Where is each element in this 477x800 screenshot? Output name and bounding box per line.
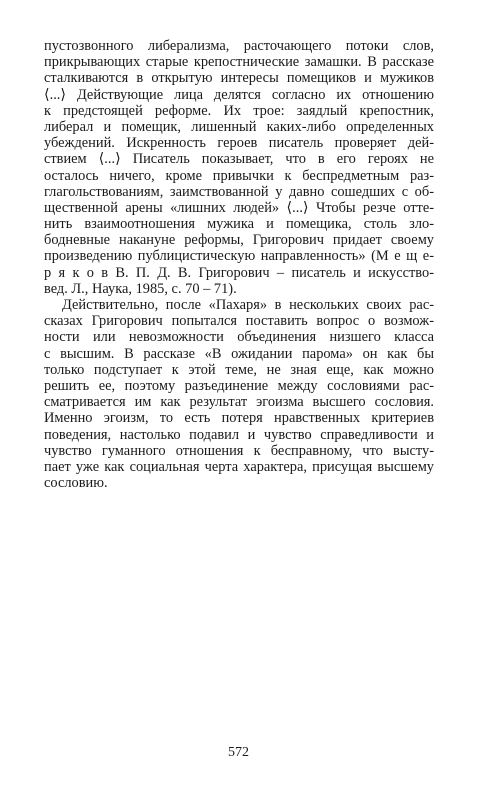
text-line: сословию.	[44, 475, 108, 492]
text-line-indented: Действительно, после «Пахаря» в нескольких своих рас-	[62, 297, 434, 313]
paragraph-main	[44, 297, 434, 491]
text-line: пает уже как социальная черта характера, присущая высшему	[44, 458, 434, 475]
text-line: чувство гуманного отношения к бесправному, что высту-	[44, 442, 434, 459]
text-line: с высшим. В рассказе «В ожидании парома» он как бы	[44, 345, 434, 362]
text-line: ствием ⟨...⟩ Писатель показывает, что в его героях не	[44, 151, 434, 168]
text-line: поведения, настолько подавил и чувство справедливости и	[44, 426, 434, 443]
body-text	[44, 38, 434, 491]
page-number: 572	[228, 745, 249, 760]
text-line: только подступает к этой теме, не зная еще, как можно	[44, 361, 434, 378]
text-line: сталкиваются в открытую интересы помещиков и мужиков	[44, 70, 434, 87]
text-line: щественной арены «лишних людей» ⟨...⟩ Чтобы резче отте-	[44, 199, 434, 216]
text-line: Именно эгоизм, то есть потеря нравственных критериев	[44, 410, 434, 427]
text-line: сматривается им как результат эгоизма высшего сословия.	[44, 394, 434, 411]
text-line: пустозвонного либерализма, расточающего потоки слов,	[44, 38, 434, 54]
text-line: к предстоящей реформе. Их трое: заядлый крепостник,	[44, 102, 434, 119]
text-line: сказах Григорович попытался поставить вопрос о возмож-	[44, 313, 434, 330]
text-line: либерал и помещик, лишенный каких-либо определенных	[44, 118, 434, 135]
paragraph-quote-continuation	[44, 38, 434, 297]
text-line: бодневные накануне реформы, Григорович придает своему	[44, 232, 434, 249]
text-line: убеждений. Искренность героев писатель проверяет дей-	[44, 135, 434, 152]
text-line: нить взаимоотношения мужика и помещика, столь зло-	[44, 216, 434, 233]
text-line: р я к о в В. П. Д. В. Григорович – писатель и искусство-	[44, 264, 434, 281]
text-line: осталось ничего, кроме привычки к беспредметным раз-	[44, 167, 434, 184]
text-line: глагольствованиям, заимствованной у давно сошедших с об-	[44, 183, 434, 200]
text-line: решить ее, поэтому разъединение между сословиями рас-	[44, 377, 434, 394]
text-line: вед. Л., Наука, 1985, с. 70 – 71).	[44, 280, 237, 297]
text-line: прикрывающих старые крепостнические замашки. В рассказе	[44, 54, 434, 71]
text-line: произведению публицистическую направленность» (М е щ е-	[44, 248, 434, 265]
text-line: ности или невозможности объединения низшего класса	[44, 329, 434, 346]
text-line: ⟨...⟩ Действующие лица делятся согласно их отношению	[44, 86, 434, 103]
